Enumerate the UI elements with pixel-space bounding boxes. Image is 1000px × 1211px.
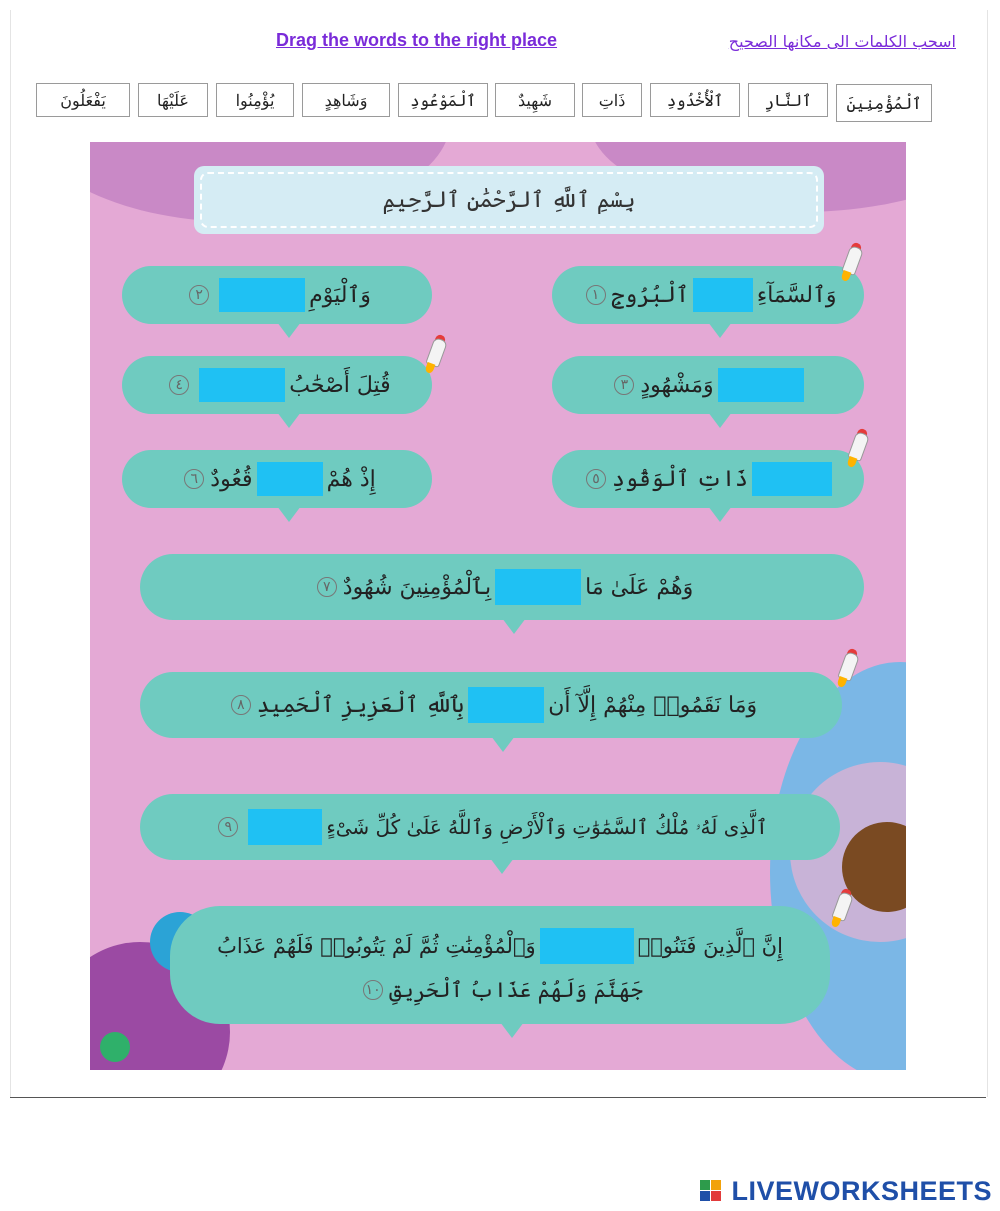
word-tile[interactable]: يُؤْمِنُوا [216, 83, 294, 117]
answer-blank[interactable] [752, 462, 832, 496]
liveworksheets-logo-icon [700, 1180, 722, 1202]
verse-10-bubble [170, 906, 830, 1024]
verse-text: ٱلَّذِى لَهُۥ مُلْكُ ٱلسَّمَٰوَٰتِ وَٱلْأَرْضِ وَٱللَّهُ عَلَىٰ كُلِّ شَىْءٍ [326, 815, 768, 839]
verse-number: ٢ [189, 285, 209, 305]
quran-poster [90, 142, 906, 1070]
verse-8-bubble [140, 672, 842, 738]
verse-text: قُتِلَ أَصْحَٰبُ [289, 372, 391, 398]
verse-number: ٨ [231, 695, 251, 715]
bismillah-banner: بِسْمِ ٱللَّهِ ٱلرَّحْمَٰنِ ٱلرَّحِيمِ [194, 166, 824, 234]
answer-blank[interactable] [248, 809, 322, 845]
verse-1-bubble [552, 266, 864, 324]
verse-10-line-2 [357, 978, 643, 1002]
verse-number: ١٠ [363, 980, 383, 1000]
verse-number: ٣ [614, 375, 634, 395]
rocket-icon [418, 331, 452, 376]
answer-blank[interactable] [495, 569, 581, 605]
word-tile[interactable]: ٱلْمَوْعُودِ [398, 83, 488, 117]
verse-text: قُعُودٌ [210, 466, 253, 492]
verse-7-bubble [140, 554, 864, 620]
verse-number: ١ [586, 285, 606, 305]
word-tile[interactable]: وَشَاهِدٍ [302, 83, 390, 117]
word-tile[interactable]: ذَاتِ [582, 83, 642, 117]
planet-decoration [100, 1032, 130, 1062]
verse-10-line-1 [217, 928, 783, 964]
verse-4-bubble [122, 356, 432, 414]
answer-blank[interactable] [718, 368, 804, 402]
answer-blank[interactable] [468, 687, 544, 723]
verse-text: بِٱللَّهِ ٱلْعَزِيزِ ٱلْحَمِيدِ [256, 692, 465, 718]
verse-text: إِذْ هُمْ [326, 466, 376, 492]
answer-blank[interactable] [199, 368, 285, 402]
word-tile[interactable]: يَفْعَلُونَ [36, 83, 130, 117]
answer-blank[interactable] [540, 928, 634, 964]
liveworksheets-logo[interactable]: LIVEWORKSHEETS [731, 1176, 992, 1206]
page-bottom-divider [10, 1097, 986, 1098]
verse-number: ٤ [169, 375, 189, 395]
verse-text: إِنَّ ٱلَّذِينَ فَتَنُوا۟ [637, 934, 783, 958]
verse-text: ذَاتِ ٱلْوَقُودِ [612, 466, 748, 492]
rocket-icon [834, 239, 868, 284]
word-tile[interactable]: ٱلنَّارِ [748, 83, 828, 117]
verse-3-bubble [552, 356, 864, 414]
verse-2-bubble [122, 266, 432, 324]
verse-5-bubble [552, 450, 864, 508]
verse-text: وَٱلسَّمَآءِ [756, 282, 837, 308]
instruction-arabic: اسحب الكلمات الى مكانها الصحيح [728, 32, 956, 51]
verse-number: ٦ [184, 469, 204, 489]
verse-number: ٧ [317, 577, 337, 597]
verse-text: وَمَا نَقَمُوا۟ مِنْهُمْ إِلَّآ أَن [548, 692, 758, 718]
answer-blank[interactable] [693, 278, 753, 312]
verse-text: وَمَشْهُودٍ [640, 372, 714, 398]
verse-number: ٥ [586, 469, 606, 489]
word-tile[interactable]: ٱلْأُخْدُودِ [650, 83, 740, 117]
verse-number: ٩ [218, 817, 238, 837]
verse-6-bubble [122, 450, 432, 508]
word-tile[interactable]: شَهِيدٌ [495, 83, 575, 117]
verse-9-bubble [140, 794, 840, 860]
answer-blank[interactable] [257, 462, 323, 496]
answer-blank[interactable] [219, 278, 305, 312]
verse-text: وَٱلْمُؤْمِنَٰتِ ثُمَّ لَمْ يَتُوبُوا۟ فَلَهُمْ عَذَابُ [217, 934, 536, 958]
verse-text: وَهُمْ عَلَىٰ مَا [585, 574, 694, 600]
instruction-english: Drag the words to the right place [276, 30, 558, 50]
rocket-icon [840, 425, 874, 470]
word-tile[interactable]: عَلَيْهَا [138, 83, 208, 117]
word-tile[interactable]: ٱلْمُؤْمِنِينَ [836, 84, 932, 122]
verse-text: بِٱلْمُؤْمِنِينَ شُهُودٌ [342, 574, 492, 600]
verse-text: ٱلْبُرُوجِ [611, 282, 689, 308]
verse-text: جَهَنَّمَ وَلَهُمْ عَذَابُ ٱلْحَرِيقِ [389, 978, 643, 1002]
verse-text: وَٱلْيَوْمِ [309, 282, 371, 308]
